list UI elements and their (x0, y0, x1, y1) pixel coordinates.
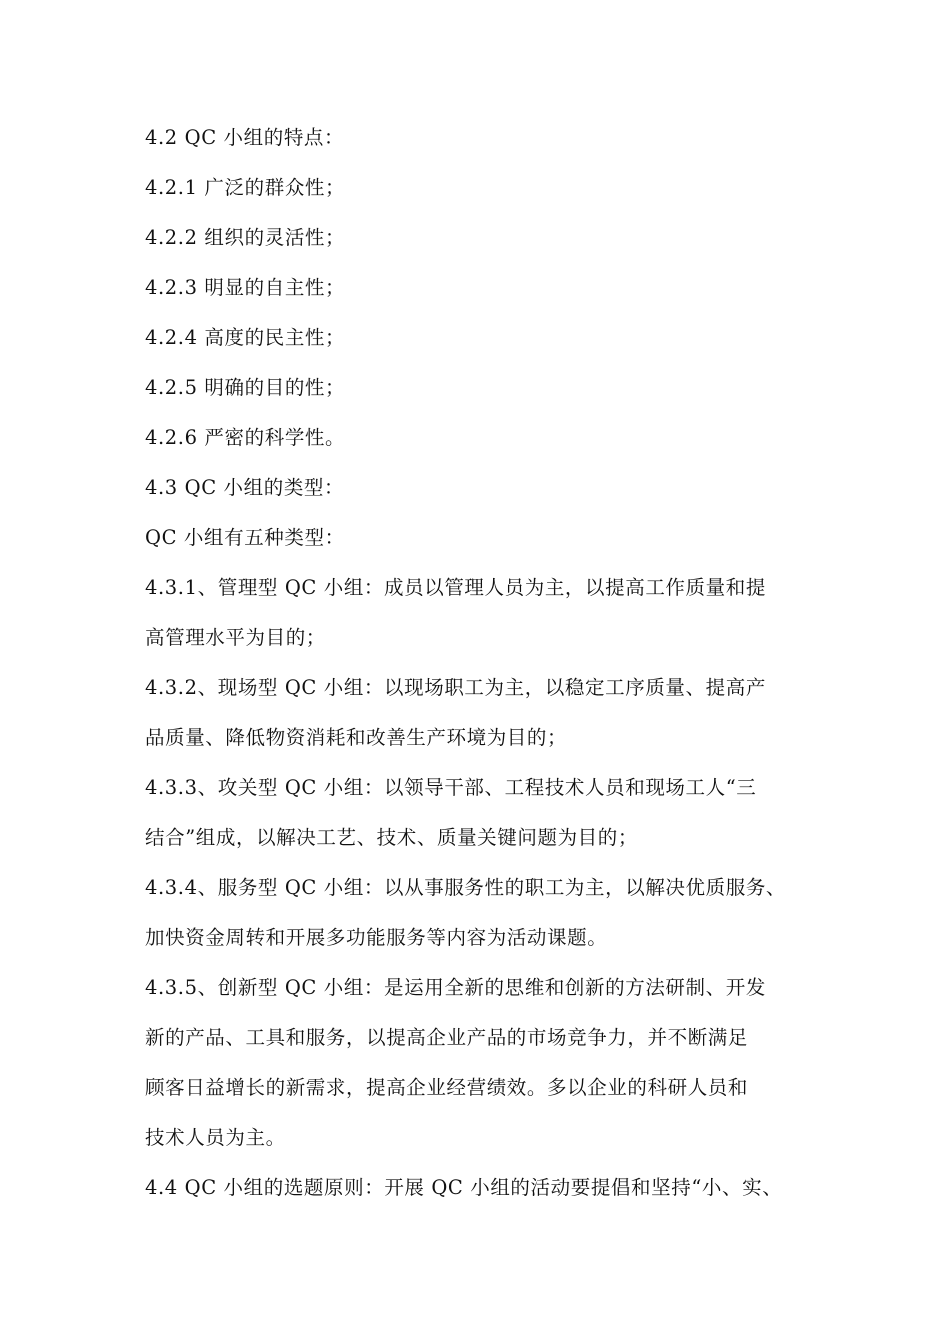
paragraph-line: 结合”组成，以解决工艺、技术、质量关键问题为目的； (145, 826, 638, 849)
paragraph-line: 4.3.5、创新型 QC 小组：是运用全新的思维和创新的方法研制、开发 (145, 976, 766, 999)
paragraph-line: 顾客日益增长的新需求，提高企业经营绩效。多以企业的科研人员和 (145, 1076, 749, 1099)
list-item: 4.2.1 广泛的群众性； (145, 176, 346, 199)
list-item: 4.2.5 明确的目的性； (145, 376, 346, 399)
paragraph-line: 高管理水平为目的； (145, 626, 326, 649)
section-heading-4-4: 4.4 QC 小组的选题原则：开展 QC 小组的活动要提倡和坚持“小、实、 (145, 1176, 783, 1199)
section-heading-4-3: 4.3 QC 小组的类型： (145, 476, 345, 499)
paragraph-line: 加快资金周转和开展多功能服务等内容为活动课题。 (145, 926, 608, 949)
paragraph-line: 4.3.3、攻关型 QC 小组：以领导干部、工程技术人员和现场工人“三 (145, 776, 757, 799)
paragraph-line: 4.3.4、服务型 QC 小组：以从事服务性的职工为主，以解决优质服务、 (145, 876, 787, 899)
list-item: 4.2.2 组织的灵活性； (145, 226, 346, 249)
paragraph-line: 新的产品、工具和服务，以提高企业产品的市场竞争力，并不断满足 (145, 1026, 749, 1049)
paragraph-line: 4.3.2、现场型 QC 小组：以现场职工为主，以稳定工序质量、提高产 (145, 676, 766, 699)
list-item: 4.2.6 严密的科学性。 (145, 426, 346, 449)
section-heading-4-2: 4.2 QC 小组的特点： (145, 126, 345, 149)
paragraph-line: 品质量、降低物资消耗和改善生产环境为目的； (145, 726, 568, 749)
paragraph-line: 技术人员为主。 (145, 1126, 286, 1149)
list-item: 4.2.3 明显的自主性； (145, 276, 346, 299)
document-body (145, 113, 813, 1213)
paragraph-line: QC 小组有五种类型： (145, 526, 345, 549)
paragraph-line: 4.3.1、管理型 QC 小组：成员以管理人员为主，以提高工作质量和提 (145, 576, 766, 599)
list-item: 4.2.4 高度的民主性； (145, 326, 346, 349)
